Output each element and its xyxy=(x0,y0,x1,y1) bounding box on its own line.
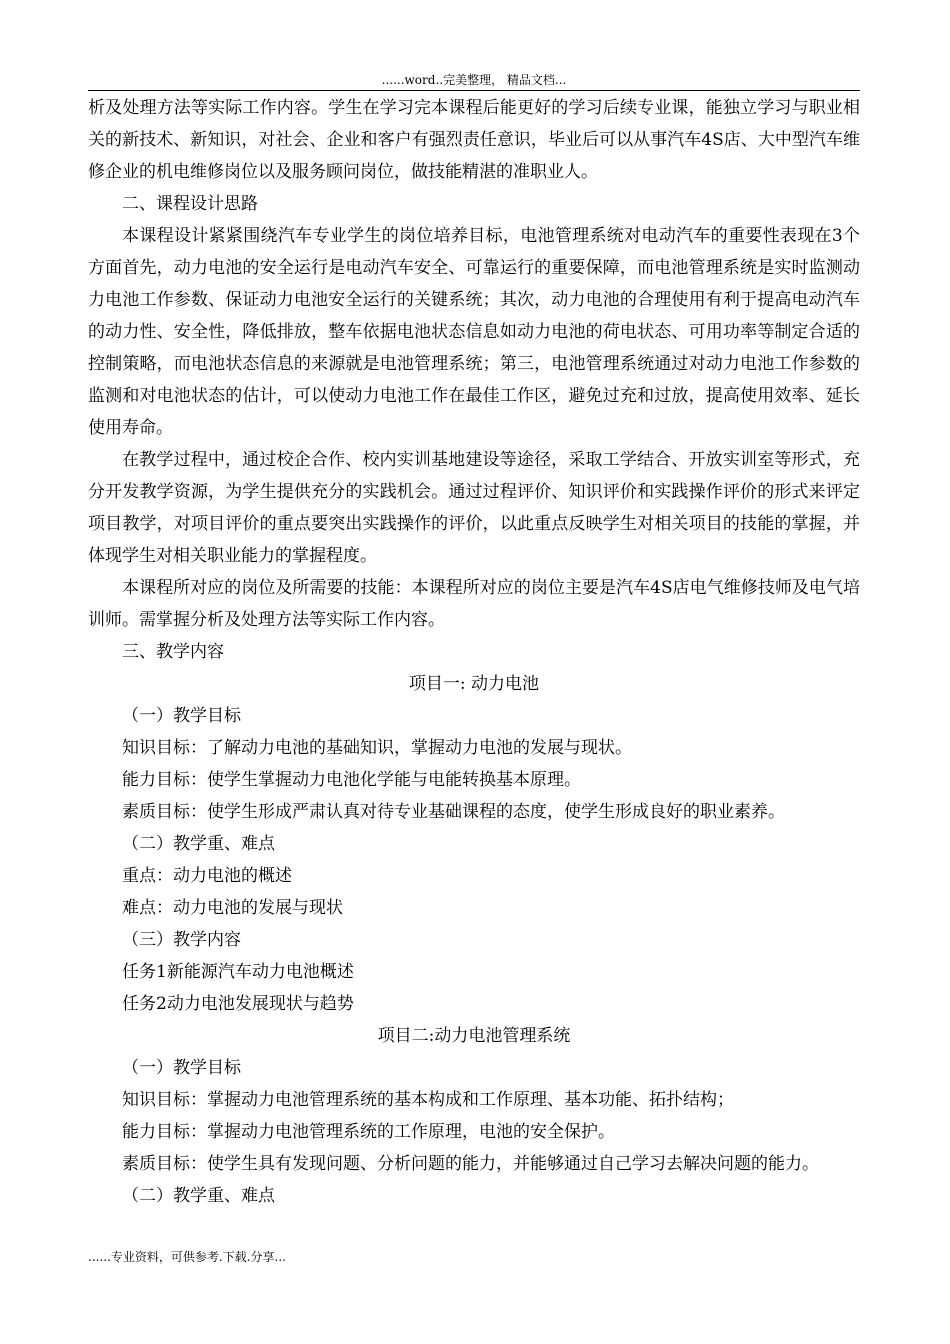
paragraph-positions: 本课程所对应的岗位及所需要的技能：本课程所对应的岗位主要是汽车4S店电气维修技师及电气培训师。需掌握分析及处理方法等实际工作内容。 xyxy=(88,578,860,630)
section-heading-design: 二、课程设计思路 xyxy=(122,194,258,214)
project1-objectives-heading: （一）教学目标 xyxy=(122,706,241,726)
paragraph-intro-continued: 析及处理方法等实际工作内容。学生在学习完本课程后能更好的学习后续专业课，能独立学习与职业相关的新技术、新知识，对社会、企业和客户有强烈责任意识，毕业后可以从事汽车4S店、大中型汽车维修企业的机电维修岗位以及服务顾问岗位，做技能精湛的准职业人。 xyxy=(88,98,860,182)
page-header: ......word..完美整理， 精品文档... xyxy=(88,72,860,91)
project2-quality-goal: 素质目标：使学生具有发现问题、分析问题的能力，并能够通过自己学习去解决问题的能力。 xyxy=(122,1154,819,1174)
project1-difficult-point: 难点：动力电池的发展与现状 xyxy=(122,898,343,918)
project1-task1: 任务1新能源汽车动力电池概述 xyxy=(122,962,354,982)
paragraph-teaching-process: 在教学过程中，通过校企合作、校内实训基地建设等途径，采取工学结合、开放实训室等形式，充分开发教学资源，为学生提供充分的实践机会。通过过程评价、知识评价和实践操作评价的形式来评定项目教学，对项目评价的重点要突出实践操作的评价，以此重点反映学生对相关项目的技能的掌握，并体现学生对相关职业能力的掌握程度。 xyxy=(88,450,860,566)
project1-content-heading: （三）教学内容 xyxy=(122,930,241,950)
project2-objectives-heading: （一）教学目标 xyxy=(122,1058,241,1078)
project1-ability-goal: 能力目标：使学生掌握动力电池化学能与电能转换基本原理。 xyxy=(122,770,581,790)
page-footer: ......专业资料，可供参考.下载.分享... xyxy=(88,1250,286,1264)
project2-keypoints-heading: （二）教学重、难点 xyxy=(122,1186,275,1206)
project1-knowledge-goal: 知识目标：了解动力电池的基础知识，掌握动力电池的发展与现状。 xyxy=(122,738,632,758)
paragraph-design: 本课程设计紧紧围绕汽车专业学生的岗位培养目标，电池管理系统对电动汽车的重要性表现在3个方面首先，动力电池的安全运行是电动汽车安全、可靠运行的重要保障，而电池管理系统是实时监测动力电池工作参数、保证动力电池安全运行的关键系统；其次，动力电池的合理使用有利于提高电动汽车的动力性、安全性，降低排放，整车依据电池状态信息如动力电池的荷电状态、可用功率等制定合适的控制策略，而电池状态信息的来源就是电池管理系统；第三，电池管理系统通过对动力电池工作参数的监测和对电池状态的估计，可以使动力电池工作在最佳工作区，避免过充和过放，提高使用效率、延长使用寿命。 xyxy=(88,226,860,438)
section-heading-content: 三、教学内容 xyxy=(122,642,224,662)
project1-quality-goal: 素质目标：使学生形成严肃认真对待专业基础课程的态度，使学生形成良好的职业素养。 xyxy=(122,802,785,822)
project2-knowledge-goal: 知识目标：掌握动力电池管理系统的基本构成和工作原理、基本功能、拓扑结构； xyxy=(122,1090,734,1110)
project1-task2: 任务2动力电池发展现状与趋势 xyxy=(122,994,354,1014)
project2-ability-goal: 能力目标：掌握动力电池管理系统的工作原理，电池的安全保护。 xyxy=(122,1122,615,1142)
document-body xyxy=(88,92,860,1212)
project1-title: 项目一: 动力电池 xyxy=(408,674,540,694)
project1-key-point: 重点：动力电池的概述 xyxy=(122,866,292,886)
project2-title: 项目二:动力电池管理系统 xyxy=(377,1026,571,1046)
project1-keypoints-heading: （二）教学重、难点 xyxy=(122,834,275,854)
